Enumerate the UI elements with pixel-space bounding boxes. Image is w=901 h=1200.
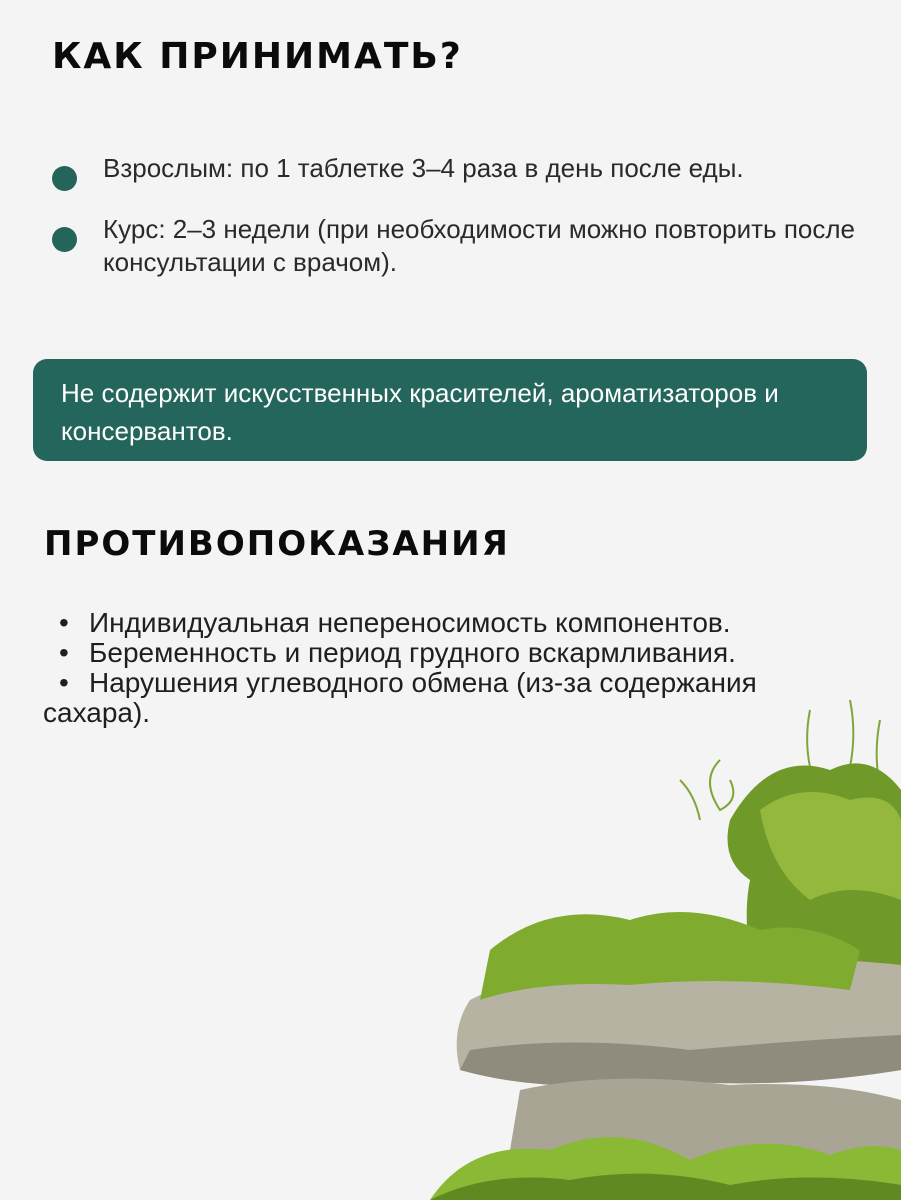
contraindications-heading: ПРОТИВОПОКАЗАНИЯ: [44, 524, 510, 564]
list-item: [43, 638, 863, 668]
dosage-list: [52, 152, 872, 279]
dosage-item-text: Курс: 2–3 недели (при необходимости можно повторить после консультации с врачом).: [103, 214, 855, 277]
contraindication-text: Индивидуальная непереносимость компонентов.: [89, 607, 731, 638]
bullet-dot-icon: [52, 166, 77, 191]
moss-rock-illustration: [430, 700, 901, 1200]
no-additives-banner: Не содержит искусственных красителей, ароматизаторов и консервантов.: [33, 359, 867, 461]
bullet-icon: •: [59, 667, 69, 698]
bullet-dot-icon: [52, 227, 77, 252]
list-item: [43, 608, 863, 638]
contraindication-text: Нарушения углеводного обмена (из-за содержания сахара).: [43, 667, 757, 728]
how-to-take-heading: КАК ПРИНИМАТЬ?: [52, 36, 463, 77]
dosage-item-text: Взрослым: по 1 таблетке 3–4 раза в день после еды.: [103, 153, 744, 183]
bullet-icon: •: [59, 637, 69, 668]
dosage-item: [52, 213, 872, 279]
bullet-icon: •: [59, 607, 69, 638]
dosage-item: [52, 152, 872, 185]
contraindication-text: Беременность и период грудного вскармливания.: [89, 637, 736, 668]
